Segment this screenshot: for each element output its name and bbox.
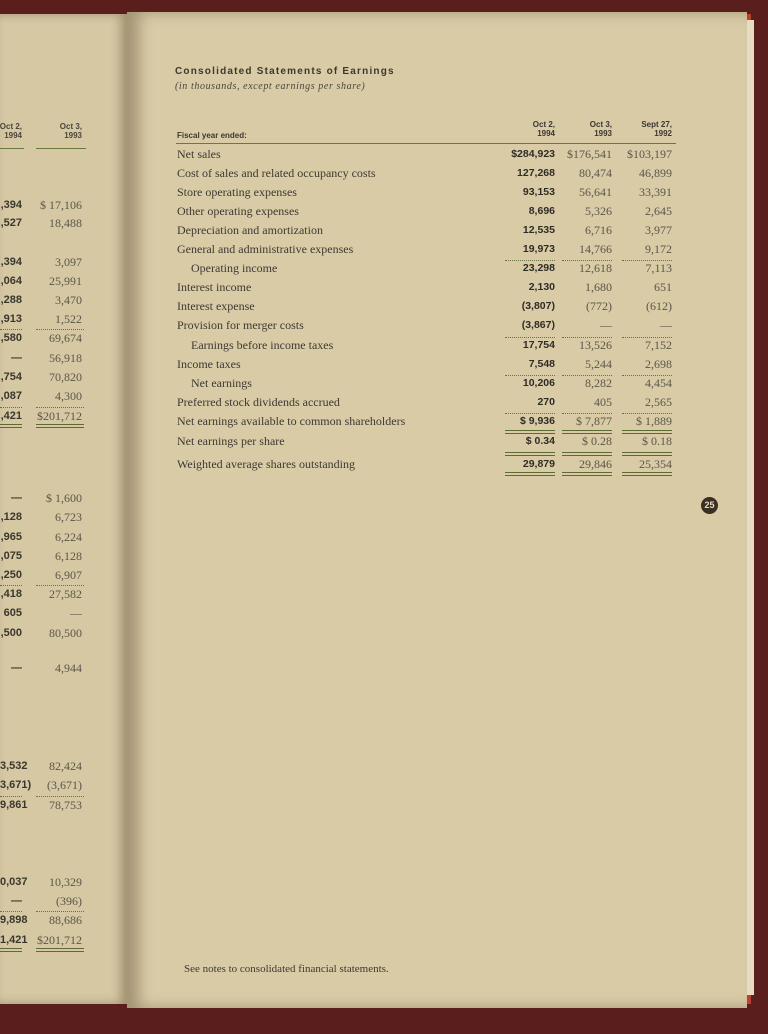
value-cell: 29,846: [579, 457, 612, 471]
value-cell: $284,923: [511, 148, 555, 160]
fiscal-year-label: Fiscal year ended:: [177, 131, 247, 140]
total-rule: [562, 452, 612, 453]
value-cell: —: [600, 318, 612, 332]
value-cell: 5,326: [585, 204, 612, 218]
row-label: Provision for merger costs: [177, 318, 304, 332]
left-value: $ 17,106: [40, 198, 82, 212]
left-value: ,087: [0, 390, 22, 402]
left-subtotal-rule: [0, 585, 22, 586]
left-total-rule: [0, 951, 22, 952]
row-label: Other operating expenses: [177, 204, 299, 218]
left-value: ,527: [0, 217, 22, 229]
left-total-rule: [36, 948, 84, 949]
left-value: ,500: [0, 627, 22, 639]
row-label: Store operating expenses: [177, 185, 297, 199]
column-header-line2: 1994: [537, 129, 555, 138]
subtotal-rule: [562, 260, 612, 261]
left-value: ,394: [0, 256, 22, 268]
left-value: 0,037: [0, 876, 28, 888]
left-total-rule: [0, 427, 22, 428]
row-label: Net earnings: [191, 376, 252, 390]
left-value: 9,898: [0, 914, 28, 926]
value-cell: (772): [586, 299, 612, 313]
value-cell: 12,618: [579, 261, 612, 275]
value-cell: 80,474: [579, 166, 612, 180]
value-cell: 56,641: [579, 185, 612, 199]
page-number-badge: 25: [701, 497, 718, 514]
left-value: 6,907: [55, 568, 82, 582]
row-label: Interest income: [177, 280, 252, 294]
left-value: 4,300: [55, 389, 82, 403]
left-value: ,250: [0, 569, 22, 581]
left-value: 56,918: [49, 351, 82, 365]
value-cell: $176,541: [567, 147, 612, 161]
value-cell: 405: [594, 395, 612, 409]
left-value: 9,861: [0, 799, 28, 811]
column-header-line1: Oct 3,: [589, 120, 612, 129]
left-value: 3,470: [55, 293, 82, 307]
value-cell: 29,879: [522, 458, 555, 470]
value-cell: 651: [654, 280, 672, 294]
value-cell: 14,766: [579, 242, 612, 256]
left-value: 4,944: [55, 661, 82, 675]
left-value: 70,820: [49, 370, 82, 384]
total-rule: [622, 455, 672, 456]
left-value: ,288: [0, 294, 22, 306]
left-value: ,064: [0, 275, 22, 287]
total-rule: [505, 433, 555, 434]
left-total-rule: [36, 427, 84, 428]
value-cell: 93,153: [522, 186, 555, 198]
value-cell: $ 9,936: [519, 415, 555, 427]
row-label: Income taxes: [177, 357, 241, 371]
left-value: (3,671): [47, 778, 82, 792]
total-rule: [505, 455, 555, 456]
left-header-line1: Oct 3,: [59, 122, 82, 131]
subtotal-rule: [562, 375, 612, 376]
left-value: 3,532: [0, 760, 28, 772]
value-cell: 7,548: [528, 358, 555, 370]
column-header-line1: Sept 27,: [641, 120, 672, 129]
subtotal-rule: [505, 375, 555, 376]
value-cell: (612): [646, 299, 672, 313]
value-cell: 6,716: [585, 223, 612, 237]
value-cell: 2,645: [645, 204, 672, 218]
left-value: ,913: [0, 313, 22, 325]
subtotal-rule: [505, 413, 555, 414]
left-header-line2: 1994: [4, 131, 22, 140]
left-value: ,075: [0, 550, 22, 562]
value-cell: 12,535: [522, 224, 555, 236]
left-value: 1,522: [55, 312, 82, 326]
total-rule: [562, 472, 612, 473]
left-total-rule: [0, 424, 22, 425]
row-label: Net earnings available to common shareholders: [177, 414, 406, 428]
value-cell: $ 0.28: [582, 434, 612, 448]
total-rule: [622, 472, 672, 473]
row-label: Net sales: [177, 147, 221, 161]
left-value: 3,097: [55, 255, 82, 269]
left-value: 6,128: [55, 549, 82, 563]
left-header-line2: 1993: [64, 131, 82, 140]
row-label: Earnings before income taxes: [191, 338, 334, 352]
left-value: 80,500: [49, 626, 82, 640]
value-cell: $ 0.34: [525, 435, 555, 447]
value-cell: $ 7,877: [576, 414, 612, 428]
value-cell: 8,696: [528, 205, 555, 217]
left-subtotal-rule: [0, 407, 22, 408]
left-value: $ 1,600: [46, 491, 82, 505]
row-label: Depreciation and amortization: [177, 223, 323, 237]
subtotal-rule: [622, 375, 672, 376]
total-rule: [622, 452, 672, 453]
value-cell: 10,206: [522, 377, 555, 389]
subtotal-rule: [622, 260, 672, 261]
value-cell: 19,973: [522, 243, 555, 255]
left-value: 18,488: [49, 216, 82, 230]
left-value: ,754: [0, 371, 22, 383]
left-value: ,965: [0, 531, 22, 543]
left-value: ,128: [0, 511, 22, 523]
value-cell: (3,867): [521, 319, 555, 331]
column-header-line2: 1993: [594, 129, 612, 138]
left-value: ,580: [0, 332, 22, 344]
left-value: 78,753: [49, 798, 82, 812]
value-cell: 127,268: [517, 167, 555, 179]
statement-title: Consolidated Statements of Earnings: [175, 66, 395, 77]
left-value: —: [11, 662, 22, 674]
row-label: Interest expense: [177, 299, 255, 313]
row-label: Cost of sales and related occupancy costs: [177, 166, 376, 180]
value-cell: 2,130: [528, 281, 555, 293]
column-header-line2: 1992: [654, 129, 672, 138]
value-cell: 3,977: [645, 223, 672, 237]
left-header-rule: [0, 148, 24, 149]
value-cell: 17,754: [522, 339, 555, 351]
value-cell: $ 1,889: [636, 414, 672, 428]
column-header-line1: Oct 2,: [532, 120, 555, 129]
left-value: ,421: [0, 410, 22, 422]
value-cell: 23,298: [522, 262, 555, 274]
value-cell: 5,244: [585, 357, 612, 371]
left-total-rule: [36, 951, 84, 952]
value-cell: $103,197: [627, 147, 672, 161]
total-rule: [562, 455, 612, 456]
row-label: Preferred stock dividends accrued: [177, 395, 340, 409]
total-rule: [622, 475, 672, 476]
value-cell: 46,899: [639, 166, 672, 180]
value-cell: —: [660, 318, 672, 332]
left-column-header: [0, 122, 22, 140]
left-value: 82,424: [49, 759, 82, 773]
value-cell: 2,565: [645, 395, 672, 409]
subtotal-rule: [505, 260, 555, 261]
left-value: —: [11, 352, 22, 364]
left-value: 6,224: [55, 530, 82, 544]
value-cell: 25,354: [639, 457, 672, 471]
left-value: 1,421: [0, 934, 28, 946]
subtotal-rule: [622, 337, 672, 338]
left-value: 3,671): [0, 779, 32, 791]
row-label: Net earnings per share: [177, 434, 285, 448]
subtotal-rule: [622, 413, 672, 414]
value-cell: 1,680: [585, 280, 612, 294]
total-rule: [505, 472, 555, 473]
left-subtotal-rule: [36, 911, 84, 912]
column-header: [602, 120, 672, 138]
left-value: 605: [3, 607, 22, 619]
header-rule: [176, 143, 676, 144]
row-label: Operating income: [191, 261, 278, 275]
subtotal-rule: [505, 337, 555, 338]
left-total-rule: [36, 424, 84, 425]
total-rule: [562, 433, 612, 434]
left-header-line1: Oct 2,: [0, 122, 22, 131]
value-cell: 7,113: [645, 261, 672, 275]
total-rule: [622, 433, 672, 434]
statement-subtitle: (in thousands, except earnings per share): [175, 81, 366, 92]
left-value: 69,674: [49, 331, 82, 345]
left-value: ,418: [0, 588, 22, 600]
left-value: 6,723: [55, 510, 82, 524]
left-page: [0, 14, 127, 1004]
left-value: —: [11, 492, 22, 504]
left-value: 10,329: [49, 875, 82, 889]
left-subtotal-rule: [36, 329, 84, 330]
total-rule: [505, 430, 555, 431]
row-label: Weighted average shares outstanding: [177, 457, 355, 471]
total-rule: [505, 475, 555, 476]
subtotal-rule: [562, 337, 612, 338]
left-subtotal-rule: [36, 796, 84, 797]
left-value: —: [11, 895, 22, 907]
value-cell: 13,526: [579, 338, 612, 352]
left-column-header: [42, 122, 82, 140]
value-cell: 4,454: [645, 376, 672, 390]
value-cell: 33,391: [639, 185, 672, 199]
left-subtotal-rule: [0, 911, 22, 912]
footnote: See notes to consolidated financial statements.: [184, 963, 389, 975]
total-rule: [562, 430, 612, 431]
left-value: 25,991: [49, 274, 82, 288]
left-value: 88,686: [49, 913, 82, 927]
left-value: (396): [56, 894, 82, 908]
left-value: $201,712: [37, 933, 82, 947]
left-value: —: [70, 606, 82, 620]
value-cell: 2,698: [645, 357, 672, 371]
left-value: $201,712: [37, 409, 82, 423]
value-cell: $ 0.18: [642, 434, 672, 448]
left-subtotal-rule: [36, 585, 84, 586]
total-rule: [562, 475, 612, 476]
left-subtotal-rule: [0, 329, 22, 330]
total-rule: [505, 452, 555, 453]
subtotal-rule: [562, 413, 612, 414]
left-value: 27,582: [49, 587, 82, 601]
value-cell: 8,282: [585, 376, 612, 390]
value-cell: 9,172: [645, 242, 672, 256]
value-cell: (3,807): [521, 300, 555, 312]
left-subtotal-rule: [0, 796, 22, 797]
left-value: ,394: [0, 199, 22, 211]
left-total-rule: [0, 948, 22, 949]
left-header-rule: [36, 148, 86, 149]
total-rule: [622, 430, 672, 431]
row-label: General and administrative expenses: [177, 242, 354, 256]
value-cell: 270: [537, 396, 555, 408]
value-cell: 7,152: [645, 338, 672, 352]
left-subtotal-rule: [36, 407, 84, 408]
